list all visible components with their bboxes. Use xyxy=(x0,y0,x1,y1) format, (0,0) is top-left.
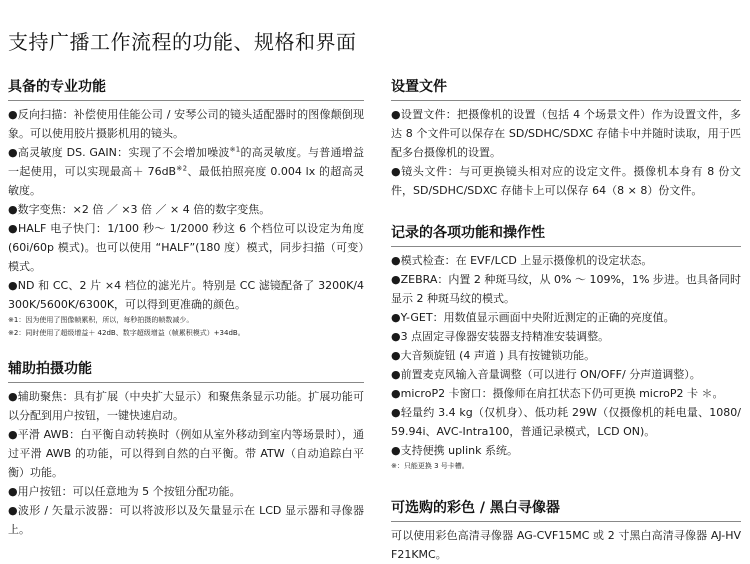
footnote-ref-2: ※2 xyxy=(176,164,188,173)
ds-gain-text: ● 高灵敏度 DS. GAIN：实现了不会增加噪波$^{※1}$的高灵敏度。与普通增益一起使用，可以实现最高＋ $76dB^{※2}$、最低拍照亮度 0.004 lx 的超高灵敏度。 xyxy=(8,143,364,200)
audio-knob-text: ● 大音频旋钮 (4 声道 ) 具有按键锁功能。 xyxy=(391,346,741,365)
section-heading-shooting-assist: 辅助拍摄功能 xyxy=(8,358,364,383)
section-heading-setup-files: 设置文件 xyxy=(391,76,741,101)
section-heading-recording-functions: 记录的各项功能和操作性 xyxy=(391,222,741,247)
weight-power-text: ● 轻量约 3.4 kg（仅机身）、低功耗 29W（仅摄像机的耗电量、1080/59.94i、AVC-Intra100，普通记录模式，LCD ON)。 xyxy=(391,403,741,441)
footnote-2: ※2：同时使用了超级增益＋ 42dB、数字超级增益（帧累积模式）+34dB。 xyxy=(8,329,245,337)
page-title: 支持广播工作流程的功能、规格和界面 xyxy=(8,30,357,54)
half-shutter-text: ● HALF 电子快门：1/100 秒～ 1/2000 秒这 6 个档位可以设定为角度(60i/60p 模式)。也可以使用 “HALF”(180 度）模式，同步扫描（可变）模式。 xyxy=(8,219,364,276)
viewfinder-mount-text: ● 3 点固定寻像器安装器支持精准安装调整。 xyxy=(391,327,741,346)
y-get-text: ● Y-GET：用数值显示画面中央附近测定的正确的亮度值。 xyxy=(391,308,741,327)
lens-file-text: ● 镜头文件：与可更换镜头相对应的设定文件。摄像机本身有 8 份文件，SD/SDHC/SDXC 存储卡上可以保存 64（8 × 8）份文件。 xyxy=(391,162,741,200)
microp2-window-text: ● microP2 卡窗口：摄像师在肩扛状态下仍可更换 microP2 卡 ＊。 xyxy=(391,384,741,403)
section-heading-pro-functions: 具备的专业功能 xyxy=(8,76,364,101)
footnote-ref-1: ※1 xyxy=(229,145,241,154)
zebra-text: ● ZEBRA：内置 2 种斑马纹，从 0% ～ 109%，1% 步进。也具备同时显示 2 种斑马纹的模式。 xyxy=(391,270,741,308)
digital-zoom-text: ● 数字变焦：×2 倍 ／ ×3 倍 ／ × 4 倍的数字变焦。 xyxy=(8,200,364,219)
left-column xyxy=(8,76,364,539)
nd-cc-filter-text: ● ND 和 CC、2 片 ×4 档位的滤光片。特别是 CC 滤镜配备了 3200K/4300K/5600K/6300K，可以得到更准确的颜色。 xyxy=(8,276,364,314)
reverse-scan-text: ● 反向扫描：补偿使用佳能公司 / 安琴公司的镜头适配器时的图像颠倒现象。可以使用胶片摄影机用的镜头。 xyxy=(8,105,364,143)
mode-check-text: ● 模式检查：在 EVF/LCD 上显示摄像机的设定状态。 xyxy=(391,251,741,270)
user-buttons-text: ● 用户按钮：可以任意地为 5 个按钮分配功能。 xyxy=(8,482,364,501)
section-heading-viewfinder: 可选购的彩色 / 黑白寻像器 xyxy=(391,497,741,522)
waveform-vector-text: ● 波形 / 矢量示波器：可以将波形以及矢量显示在 LCD 显示器和寻像器上。 xyxy=(8,501,364,539)
uplink-text: ● 支持便携 uplink 系统。 xyxy=(391,441,741,460)
footnote-1: ※1：因为使用了图像帧累积，所以，每秒拍摄的帧数减少。 xyxy=(8,316,194,324)
smooth-awb-text: ● 平滑 AWB：白平衡自动转换时（例如从室外移动到室内等场景时），通过平滑 AWB 的功能，可以得到自然的白平衡。带 ATW（自动追踪白平衡）功能。 xyxy=(8,425,364,482)
viewfinder-text: 可以使用彩色高清寻像器 AG-CVF15MC 或 2 寸黑白高清寻像器 AJ-HVF21KMC。 xyxy=(391,529,741,561)
focus-assist-text: ● 辅助聚焦：具有扩展（中央扩大显示）和聚焦条显示功能。扩展功能可以分配到用户按钮，一键快速启动。 xyxy=(8,387,364,425)
right-column xyxy=(391,76,741,564)
front-mic-text: ● 前置麦克风输入音量调整（可以进行 ON/OFF/ 分声道调整）。 xyxy=(391,365,741,384)
setup-file-text: ● 设置文件：把摄像机的设置（包括 4 个场景文件）作为设置文件，多达 8 个文件可以保存在 SD/SDHC/SDXC 存储卡中并随时读取，用于匹配多台摄像机的设置。 xyxy=(391,105,741,162)
recording-footnote: ※：只能更换 3 号卡槽。 xyxy=(391,462,469,470)
